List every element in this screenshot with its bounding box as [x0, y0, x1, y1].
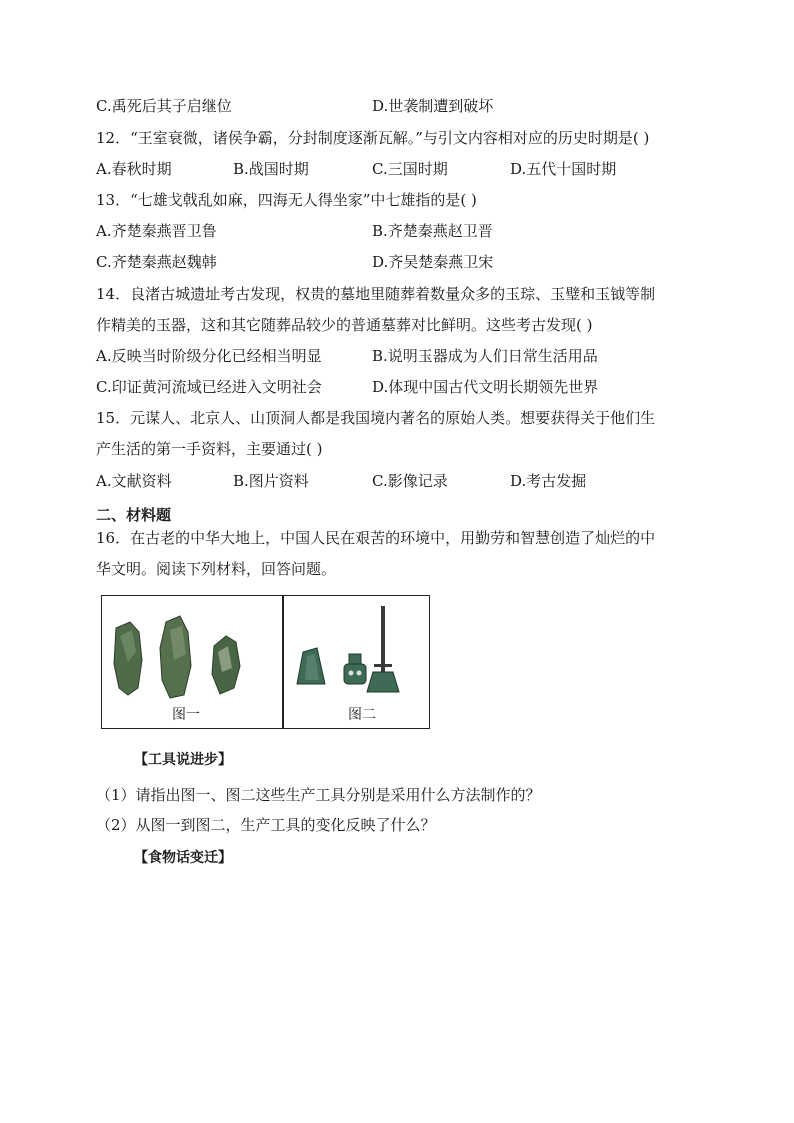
q15-option-a: A.文献资料: [96, 472, 172, 490]
q11-option-d: D.世袭制遭到破坏: [372, 97, 494, 115]
q14-stem-line1: 14．良渚古城遗址考古发现，权贵的墓地里随葬着数量众多的玉琮、玉璧和玉钺等制: [96, 285, 656, 303]
q16-stem-line2: 华文明。阅读下列材料，回答问题。: [96, 560, 337, 578]
q15-stem-line2: 产生活的第一手资料，主要通过( ): [96, 440, 323, 458]
q15-option-d: D.考古发掘: [510, 472, 587, 490]
q16-sub2: （2）从图一到图二，生产工具的变化反映了什么？: [96, 816, 436, 834]
figure1-stone-tools: [102, 602, 282, 707]
figure1-caption: 图一: [172, 707, 200, 723]
q16-sub1: （1）请指出图一、图二这些生产工具分别是采用什么方法制作的？: [96, 786, 541, 804]
topic-food-heading: 【食物话变迁】: [134, 850, 232, 866]
q12-option-d: D.五代十国时期: [510, 160, 617, 178]
q15-stem-line1: 15．元谋人、北京人、山顶洞人都是我国境内著名的原始人类。想要获得关于他们生: [96, 409, 656, 427]
q15-option-c: C.影像记录: [372, 472, 448, 490]
q14-option-a: A.反映当时阶级分化已经相当明显: [96, 347, 322, 365]
q14-stem-line2: 作精美的玉器，这和其它随葬品较少的普通墓葬对比鲜明。这些考古发现( ): [96, 316, 593, 334]
q14-option-d: D.体现中国古代文明长期领先世界: [372, 378, 599, 396]
section-heading: 二、材料题: [96, 506, 172, 524]
q12-option-a: A.春秋时期: [96, 160, 172, 178]
q12-option-c: C.三国时期: [372, 160, 448, 178]
q13-stem: 13．“七雄戈戟乱如麻，四海无人得坐家”中七雄指的是( ): [96, 191, 477, 209]
q13-option-c: C.齐楚秦燕赵魏韩: [96, 253, 217, 271]
q16-stem-line1: 16．在古老的中华大地上，中国人民在艰苦的环境中，用勤劳和智慧创造了灿烂的中: [96, 529, 656, 547]
q13-option-b: B.齐楚秦燕赵卫晋: [372, 222, 493, 240]
q15-option-b: B.图片资料: [233, 472, 309, 490]
q12-option-b: B.战国时期: [233, 160, 309, 178]
figure2-polished-tools: [283, 602, 431, 707]
q14-option-b: B.说明玉器成为人们日常生活用品: [372, 347, 598, 365]
q14-option-c: C.印证黄河流域已经进入文明社会: [96, 378, 322, 396]
figure2-caption: 图二: [348, 707, 376, 723]
q12-stem: 12．“王室衰微，诸侯争霸，分封制度逐渐瓦解。”与引文内容相对应的历史时期是( ): [96, 129, 650, 147]
q13-option-a: A.齐楚秦燕晋卫鲁: [96, 222, 217, 240]
topic-tools-heading: 【工具说进步】: [134, 752, 232, 768]
figure-box: [101, 595, 430, 729]
q11-option-c: C.禹死后其子启继位: [96, 97, 232, 115]
q13-option-d: D.齐吴楚秦燕卫宋: [372, 253, 494, 271]
